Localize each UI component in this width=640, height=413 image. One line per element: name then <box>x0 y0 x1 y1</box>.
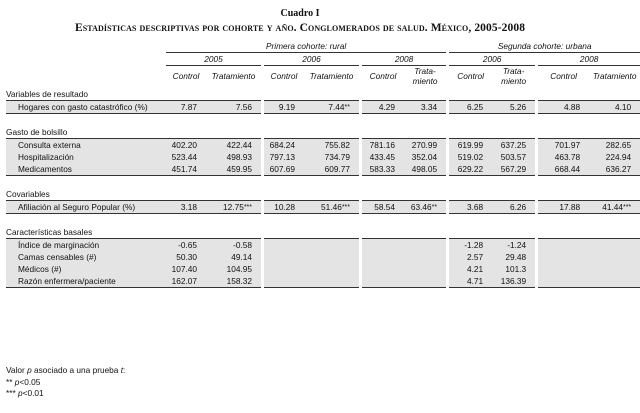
table-cell <box>206 101 261 114</box>
cell-value: 422.44 <box>226 139 252 150</box>
cell-value: 402.20 <box>171 139 197 150</box>
row-label: Medicamentos <box>6 163 166 176</box>
table-cell <box>492 163 535 176</box>
cell-value: 433.45 <box>369 151 395 162</box>
table-cell <box>304 263 359 275</box>
row-label: Razón enfermera/paciente <box>6 275 166 288</box>
col-control: Control <box>270 70 298 81</box>
cell-value: 104.95 <box>226 263 252 274</box>
table-cell <box>264 251 304 263</box>
cell-value: 797.13 <box>269 151 295 162</box>
table-cell <box>166 251 206 263</box>
col-control: Control <box>550 70 577 81</box>
table-cell <box>304 101 359 114</box>
row-label: Médicos (#) <box>6 263 166 275</box>
table-cell <box>492 201 535 214</box>
table-cell <box>404 101 446 114</box>
col-tra-a: Trata- <box>502 66 525 76</box>
section-header <box>6 88 640 101</box>
table-cell <box>264 139 304 152</box>
cell-value: 4.21 <box>466 263 484 274</box>
cell-value: 107.40 <box>171 263 197 274</box>
cell-value: 4.10 <box>615 101 632 112</box>
cell-value: 607.69 <box>269 163 295 174</box>
table-cell <box>449 239 492 252</box>
cell-value: 567.29 <box>500 163 527 174</box>
table-cell <box>362 263 404 275</box>
table-cell <box>404 163 446 176</box>
cell-value: 41.44 <box>602 201 623 212</box>
cell-value: 101.3 <box>505 263 527 274</box>
table-cell <box>538 151 589 163</box>
year-header: 2006 <box>264 53 359 66</box>
col-tra-b: miento <box>501 76 527 86</box>
significance-stars: *** <box>622 203 632 211</box>
footnote-p01: *** p<0.01 <box>6 388 44 398</box>
table-cell <box>492 263 535 275</box>
table-row <box>6 251 640 263</box>
table-cell <box>166 275 206 288</box>
section-title: Características basales <box>6 226 93 237</box>
table-cell <box>166 201 206 214</box>
cell-value: 755.82 <box>324 139 350 150</box>
cell-value: 498.93 <box>226 151 252 162</box>
year-header: 2008 <box>538 53 640 66</box>
table-cell <box>589 251 640 263</box>
cell-value: 63.46 <box>410 201 432 212</box>
cell-value: 3.68 <box>466 201 484 212</box>
table-cell <box>166 263 206 275</box>
col-tratamiento: Tratamiento <box>309 70 354 81</box>
table-cell <box>362 275 404 288</box>
spacer-row <box>6 114 640 127</box>
cell-value: 5.26 <box>509 101 527 112</box>
table-row <box>6 139 640 152</box>
cell-value: 6.26 <box>509 201 527 212</box>
section-header <box>6 188 640 201</box>
col-control: Control <box>457 70 484 81</box>
section-header <box>6 126 640 139</box>
cell-value: 629.22 <box>457 163 484 174</box>
row-label: Camas censables (#) <box>6 251 166 263</box>
table-cell <box>362 151 404 163</box>
cell-value: 463.78 <box>554 151 581 162</box>
cell-value: 4.71 <box>466 275 484 286</box>
significance-stars: *** <box>341 203 350 211</box>
cell-value: 523.44 <box>171 151 197 162</box>
col-tratamiento <box>404 66 446 89</box>
cell-value: 668.44 <box>554 163 581 174</box>
table-row <box>6 201 640 214</box>
cell-value: 7.87 <box>180 101 197 112</box>
cell-value: 50.30 <box>176 251 197 262</box>
table-cell <box>264 201 304 214</box>
table-cell <box>304 163 359 176</box>
row-label: Consulta externa <box>6 139 166 152</box>
table-cell <box>304 239 359 252</box>
table-cell <box>449 275 492 288</box>
table-cell <box>404 275 446 288</box>
table-cell <box>538 275 589 288</box>
cell-value: 29.48 <box>505 251 527 262</box>
table-row <box>6 101 640 114</box>
cell-value: 637.25 <box>500 139 527 150</box>
cell-value: -0.58 <box>233 239 252 250</box>
table-cell <box>538 163 589 176</box>
table-cell <box>304 139 359 152</box>
table-cell <box>166 239 206 252</box>
table-cell <box>538 251 589 263</box>
table-cell <box>404 201 446 214</box>
cell-value: 352.04 <box>411 151 438 162</box>
cell-value: -0.65 <box>178 239 197 250</box>
cell-value: 9.19 <box>278 101 295 112</box>
cell-value: 459.95 <box>226 163 252 174</box>
row-label: Índice de marginación <box>6 239 166 252</box>
col-tratamiento: Tratamiento <box>211 70 256 81</box>
cell-value: 158.32 <box>226 275 252 286</box>
col-tratamiento: Tratamiento <box>592 70 637 81</box>
significance-stars: ** <box>344 103 350 111</box>
table-cell <box>362 201 404 214</box>
cell-value: 17.88 <box>559 201 581 212</box>
table-number: Cuadro I <box>280 8 320 19</box>
cell-value: 503.57 <box>500 151 527 162</box>
table-cell <box>166 151 206 163</box>
cell-value: -1.28 <box>464 239 484 250</box>
table-cell <box>492 151 535 163</box>
table-cell <box>404 239 446 252</box>
table-cell <box>404 139 446 152</box>
cell-value: 224.94 <box>605 151 632 162</box>
col-tra-a: Trata- <box>414 66 436 76</box>
table-cell <box>206 201 261 214</box>
cell-value: 270.99 <box>411 139 438 150</box>
table-cell <box>404 151 446 163</box>
cell-value: 609.77 <box>324 163 350 174</box>
table-cell <box>264 163 304 176</box>
cell-value: 49.14 <box>231 251 252 262</box>
cell-value: 619.99 <box>457 139 484 150</box>
spacer-row <box>6 214 640 227</box>
table-cell <box>206 251 261 263</box>
cell-value: 10.28 <box>274 201 295 212</box>
cell-value: 7.44 <box>328 101 345 112</box>
footnote-p05: ** p<0.05 <box>6 376 41 387</box>
table-cell <box>492 101 535 114</box>
table-cell <box>538 263 589 275</box>
cell-value: -1.24 <box>507 239 527 250</box>
table-cell <box>589 239 640 252</box>
row-label: Afiliación al Seguro Popular (%) <box>6 201 166 214</box>
cell-value: 684.24 <box>269 139 295 150</box>
table-cell <box>206 151 261 163</box>
table-cell <box>304 201 359 214</box>
table-cell <box>589 201 640 214</box>
table-cell <box>264 239 304 252</box>
cell-value: 58.54 <box>374 201 395 212</box>
table-cell <box>449 151 492 163</box>
year-header: 2005 <box>166 53 261 66</box>
table-cell <box>589 139 640 152</box>
cell-value: 51.46 <box>321 201 342 212</box>
significance-stars: *** <box>243 203 252 211</box>
cell-value: 636.27 <box>605 163 632 174</box>
cell-value: 451.74 <box>171 163 197 174</box>
cell-value: 498.05 <box>411 163 438 174</box>
table-cell <box>304 275 359 288</box>
table-cell <box>538 139 589 152</box>
cell-value: 12.75 <box>223 201 244 212</box>
cell-value: 519.02 <box>457 151 484 162</box>
table-cell <box>362 139 404 152</box>
table-cell <box>362 251 404 263</box>
cell-value: 734.79 <box>324 151 350 162</box>
table-cell <box>206 163 261 176</box>
table-cell <box>449 201 492 214</box>
table-cell <box>166 163 206 176</box>
statistics-table <box>6 40 640 288</box>
table-cell <box>589 151 640 163</box>
table-cell <box>362 163 404 176</box>
table-cell <box>206 239 261 252</box>
cohort-rural-label: Primera cohorte: rural <box>166 40 446 53</box>
cell-value: 136.39 <box>500 275 527 286</box>
table-cell <box>264 263 304 275</box>
table-cell <box>589 263 640 275</box>
section-title: Gasto de bolsillo <box>6 126 68 137</box>
section-title: Covariables <box>6 188 50 199</box>
table-cell <box>304 151 359 163</box>
cell-value: 6.25 <box>466 101 484 112</box>
footnotes <box>6 365 125 400</box>
table-row <box>6 275 640 288</box>
table-cell <box>449 101 492 114</box>
table-cell <box>589 163 640 176</box>
table-cell <box>538 239 589 252</box>
cell-value: 2.57 <box>466 251 484 262</box>
year-header-row <box>6 53 640 66</box>
row-label: Hospitalización <box>6 151 166 163</box>
table-cell <box>206 139 261 152</box>
section-header <box>6 226 640 239</box>
table-cell <box>449 251 492 263</box>
table-cell <box>449 263 492 275</box>
table-title: Estadísticas descriptivas por cohorte y año. Conglomerados de salud. México, 2005-2008 <box>74 22 526 34</box>
table-cell <box>362 239 404 252</box>
table-cell <box>206 263 261 275</box>
table-cell <box>538 201 589 214</box>
table-cell <box>404 263 446 275</box>
col-control: Control <box>369 70 397 81</box>
table-cell <box>304 251 359 263</box>
table-cell <box>206 275 261 288</box>
table-cell <box>404 251 446 263</box>
cell-value: 781.16 <box>369 139 395 150</box>
cell-value: 162.07 <box>171 275 197 286</box>
row-label: Hogares con gasto catastrófico (%) <box>6 101 166 114</box>
section-title: Variables de resultado <box>6 88 88 99</box>
cell-value: 3.34 <box>420 101 438 112</box>
table-cell <box>492 239 535 252</box>
table-cell <box>449 163 492 176</box>
table-cell <box>264 151 304 163</box>
year-header: 2008 <box>362 53 446 66</box>
footnote-intro: Valor p asociado a una prueba t: <box>6 365 126 375</box>
cohort-header-row <box>6 40 640 53</box>
table-cell <box>264 275 304 288</box>
col-control: Control <box>172 70 200 81</box>
cell-value: 4.29 <box>378 101 395 112</box>
cohort-urban-label: Segunda cohorte: urbana <box>449 40 640 53</box>
col-tratamiento <box>492 66 535 89</box>
column-header-row <box>6 66 640 89</box>
col-tra-b: miento <box>412 76 438 86</box>
table-row <box>6 239 640 252</box>
table-cell <box>492 251 535 263</box>
year-header: 2006 <box>449 53 535 66</box>
table-cell <box>589 275 640 288</box>
cell-value: 701.97 <box>554 139 581 150</box>
table-cell <box>492 139 535 152</box>
table-cell <box>166 139 206 152</box>
spacer-row <box>6 176 640 189</box>
table-row <box>6 151 640 163</box>
cell-value: 282.65 <box>605 139 632 150</box>
table-cell <box>166 101 206 114</box>
table-cell <box>362 101 404 114</box>
table-cell <box>538 101 589 114</box>
significance-stars: ** <box>431 203 438 211</box>
table-row <box>6 163 640 176</box>
cell-value: 3.18 <box>180 201 197 212</box>
table-cell <box>492 275 535 288</box>
table-cell <box>264 101 304 114</box>
cell-value: 4.88 <box>563 101 581 112</box>
table-cell <box>589 101 640 114</box>
table-row <box>6 263 640 275</box>
cell-value: 583.33 <box>369 163 395 174</box>
table-cell <box>449 139 492 152</box>
cell-value: 7.56 <box>235 101 252 112</box>
